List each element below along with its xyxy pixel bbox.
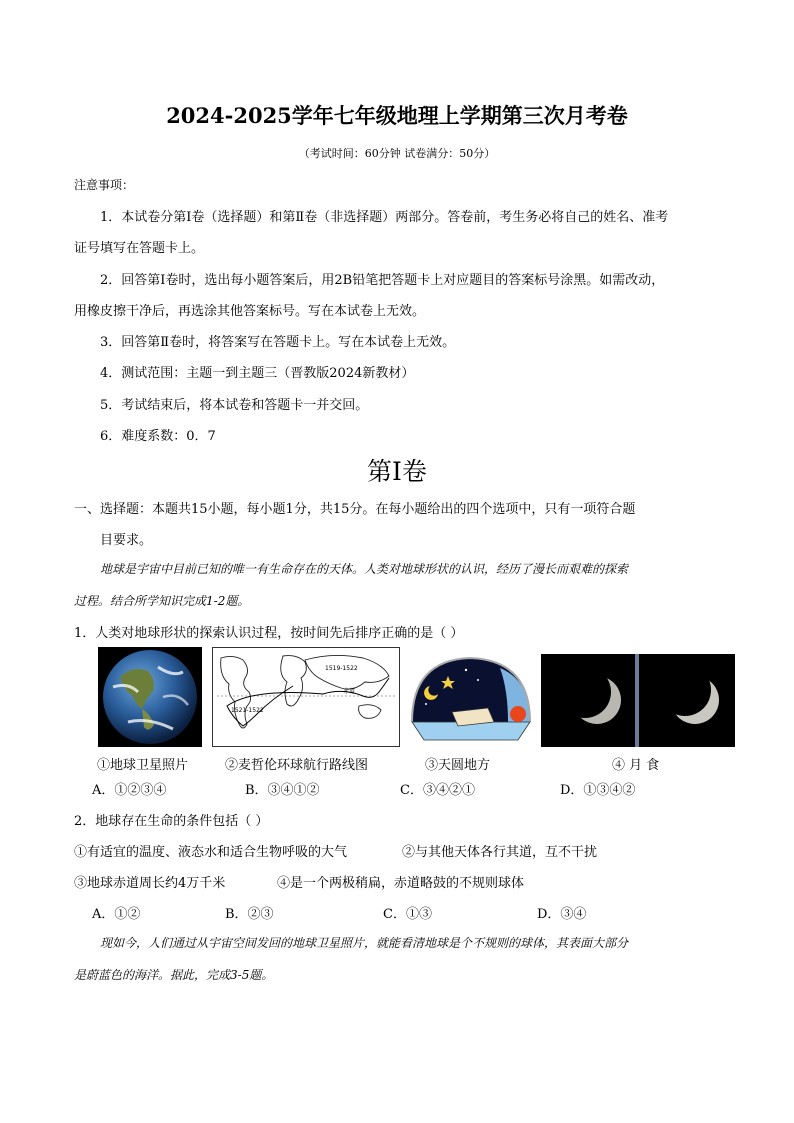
notice-item-4: 4．测试范围：主题一到主题三（晋教版2024新教材） bbox=[100, 366, 415, 381]
notice-item-2-cont: 用橡皮擦干净后，再选涂其他答案标号。写在本试卷上无效。 bbox=[74, 304, 426, 319]
figure-caption-2: ②麦哲伦环球航行路线图 bbox=[225, 758, 369, 773]
earth-satellite-photo bbox=[98, 647, 202, 747]
section-intro: 一、选择题：本题共15小题，每小题1分，共15分。在每小题给出的四个选项中，只有一项符合题 bbox=[74, 502, 636, 517]
q1-option-d[interactable]: D．①③④② bbox=[560, 783, 636, 798]
map-years-label-a: 1519-1522 bbox=[325, 665, 358, 672]
q2-condition-1: ①有适宜的温度、液态水和适合生物呼吸的大气 bbox=[74, 845, 348, 860]
magellan-route-map bbox=[212, 647, 400, 747]
notice-item-1-cont: 证号填写在答题卡上。 bbox=[74, 241, 205, 256]
q1-option-b[interactable]: B．③④①② bbox=[245, 783, 320, 798]
notice-item-5: 5．考试结束后，将本试卷和答题卡一并交回。 bbox=[100, 398, 369, 413]
page-title: 2024-2025学年七年级地理上学期第三次月考卷 bbox=[166, 103, 628, 128]
q2-option-a[interactable]: A．①② bbox=[92, 907, 141, 922]
q2-condition-3: ③地球赤道周长约4万千米 bbox=[74, 876, 226, 891]
notice-item-1: 1．本试卷分第Ⅰ卷（选择题）和第Ⅱ卷（非选择题）两部分。答卷前，考生务必将自己的姓名、准考 bbox=[100, 210, 669, 225]
notice-item-2: 2．回答第Ⅰ卷时，选出每小题答案后，用2B铅笔把答题卡上对应题目的答案标号涂黑。如需改动， bbox=[100, 273, 665, 288]
exam-info: （考试时间：60分钟 试卷满分：50分） bbox=[298, 147, 496, 160]
section-heading: 第Ⅰ卷 bbox=[367, 457, 427, 486]
question-1-stem: 1．人类对地球形状的探索认识过程，按时间先后排序正确的是（ ） bbox=[74, 626, 464, 641]
q2-option-b[interactable]: B．②③ bbox=[225, 907, 274, 922]
figure-caption-3: ③天圆地方 bbox=[425, 758, 491, 773]
notice-item-6: 6．难度系数：0．7 bbox=[100, 429, 216, 444]
passage-2-cont: 是蔚蓝色的海洋。据此，完成3-5题。 bbox=[74, 968, 274, 982]
figure-caption-1: ①地球卫星照片 bbox=[97, 758, 189, 773]
q1-option-a[interactable]: A．①②③④ bbox=[92, 783, 167, 798]
notice-item-3: 3．回答第Ⅱ卷时，将答案写在答题卡上。写在本试卷上无效。 bbox=[100, 335, 456, 350]
question-2-stem: 2．地球存在生命的条件包括（ ） bbox=[74, 814, 269, 829]
map-equator-label: 赤道 bbox=[343, 688, 356, 695]
figure-caption-4: ④ 月 食 bbox=[612, 758, 660, 773]
round-sky-square-earth-image bbox=[408, 650, 534, 746]
passage-1: 地球是宇宙中目前已知的唯一有生命存在的天体。人类对地球形状的认识，经历了漫长而艰难的探索 bbox=[100, 562, 629, 576]
notice-heading: 注意事项： bbox=[74, 178, 135, 192]
map-years-label-b: 1521-1522 bbox=[231, 707, 264, 714]
passage-1-cont: 过程。结合所学知识完成1-2题。 bbox=[74, 594, 250, 608]
q2-option-c[interactable]: C．①③ bbox=[383, 907, 432, 922]
section-intro-cont: 目要求。 bbox=[100, 533, 153, 548]
q2-condition-2: ②与其他天体各行其道，互不干扰 bbox=[402, 845, 598, 860]
q2-option-d[interactable]: D．③④ bbox=[537, 907, 587, 922]
q1-option-c[interactable]: C．③④②① bbox=[400, 783, 475, 798]
lunar-eclipse-photo bbox=[541, 654, 735, 747]
passage-2: 现如今，人们通过从宇宙空间发回的地球卫星照片，就能看清地球是个不规则的球体，其表面大部分 bbox=[100, 936, 629, 950]
q2-condition-4: ④是一个两极稍扁，赤道略鼓的不规则球体 bbox=[277, 876, 525, 891]
